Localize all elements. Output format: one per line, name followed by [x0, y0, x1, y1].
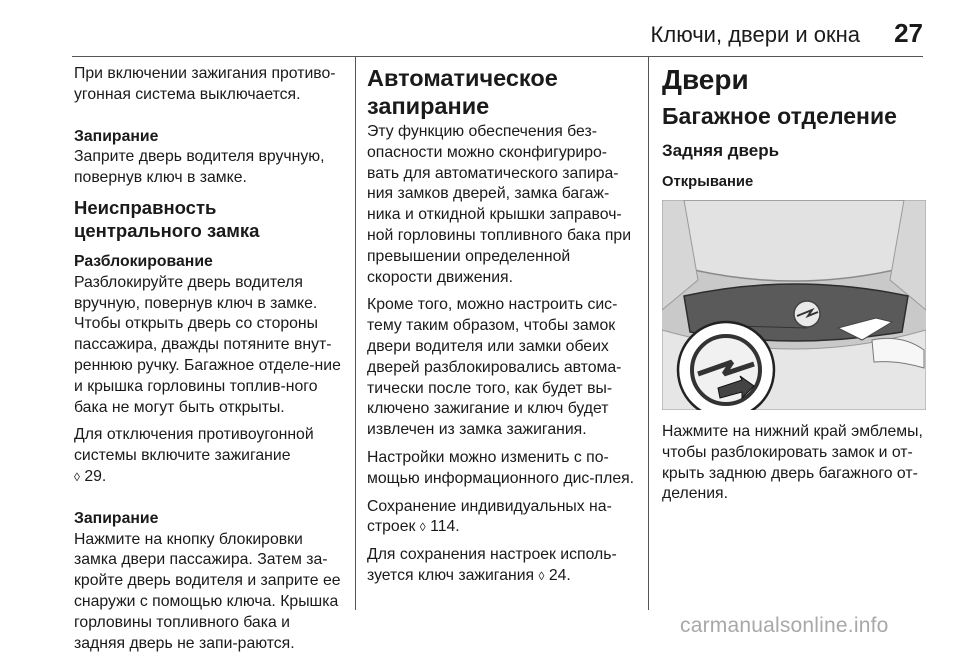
tailgate-illustration	[662, 200, 926, 410]
unlock-heading: Разблокирование	[74, 252, 213, 270]
unlock-paragraph: Разблокируйте дверь водителя вручную, повернув ключ в замке. Чтобы открыть дверь со стороны пассажира, дважды потяните внут-реннюю ручку. Багажное отделе-ние и крышка горловины топлив-ного бака не могут быть открыты.	[74, 273, 341, 416]
column-divider-1	[355, 57, 356, 610]
section-title: Ключи, двери и окна	[650, 22, 860, 47]
opening-heading: Открывание	[662, 174, 754, 190]
header-rule	[72, 56, 923, 57]
column-3	[662, 64, 926, 512]
antitheft-paragraph	[74, 425, 342, 487]
settings-page-link[interactable]: 114.	[430, 518, 460, 536]
antitheft-page-link[interactable]: 29.	[84, 467, 107, 485]
autolock-paragraph-3: Настройки можно изменить с по-мощью информационного дис-плея.	[367, 448, 635, 487]
page-number: 27	[894, 18, 923, 48]
page-ref-icon: ◊	[538, 568, 545, 583]
lock2-paragraph: Нажмите на кнопку блокировки замка двери пассажира. Затем за-кройте дверь водителя и заприте ее снаружи с помощью ключа. Крышка горловины топливного бака и задняя дверь не запи-раются.	[74, 530, 341, 652]
key-text: Для сохранения настроек исполь-зуется ключ зажигания	[367, 546, 617, 584]
lock-paragraph: Заприте дверь водителя вручную, повернув ключ в замке.	[74, 148, 325, 187]
settings-text: Сохранение индивидуальных на-строек	[367, 497, 612, 536]
footer-watermark: carmanualsonline.info	[680, 614, 889, 637]
page-ref-icon: ◊	[419, 520, 426, 535]
page-header	[0, 0, 960, 56]
key-page-link[interactable]: 24.	[548, 566, 571, 584]
autolock-paragraph-1: Эту функцию обеспечения без-опасности можно сконфигуриро-вать для автоматического запира-ния замков дверей, замка багаж-ника и откидной крышки заправоч-ной горловины топливного бака при превышении определенной скорости движения.	[367, 123, 632, 286]
autolock-paragraph-4	[367, 497, 637, 539]
column-1	[74, 64, 342, 661]
autolock-heading: Автоматическое запирание	[367, 65, 558, 119]
column-divider-2	[648, 57, 649, 610]
rear-door-heading: Задняя дверь	[662, 141, 780, 160]
intro-paragraph: При включении зажигания противо-угонная система выключается.	[74, 65, 336, 103]
illustration-caption: Нажмите на нижний край эмблемы, чтобы разблокировать замок и от-крыть заднюю дверь багажного от-деления.	[662, 423, 923, 503]
lock2-heading: Запирание	[74, 509, 159, 527]
doors-heading: Двери	[662, 64, 749, 95]
antitheft-text: Для отключения противоугонной системы включите зажигание	[74, 426, 314, 465]
autolock-paragraph-2: Кроме того, можно настроить сис-тему таким образом, чтобы замок двери водителя или замки обеих дверей разблокировались автома-тически после того, как будет вы-ключено зажигание и ключ будет извлечен из замка зажигания.	[367, 296, 622, 439]
malfunction-heading: Неисправность центрального замка	[74, 196, 260, 241]
column-2	[367, 64, 637, 594]
lock-heading: Запирание	[74, 127, 159, 145]
page-ref-icon: ◊	[74, 469, 80, 484]
trunk-heading: Багажное отделение	[662, 103, 897, 129]
autolock-paragraph-5	[367, 545, 637, 587]
